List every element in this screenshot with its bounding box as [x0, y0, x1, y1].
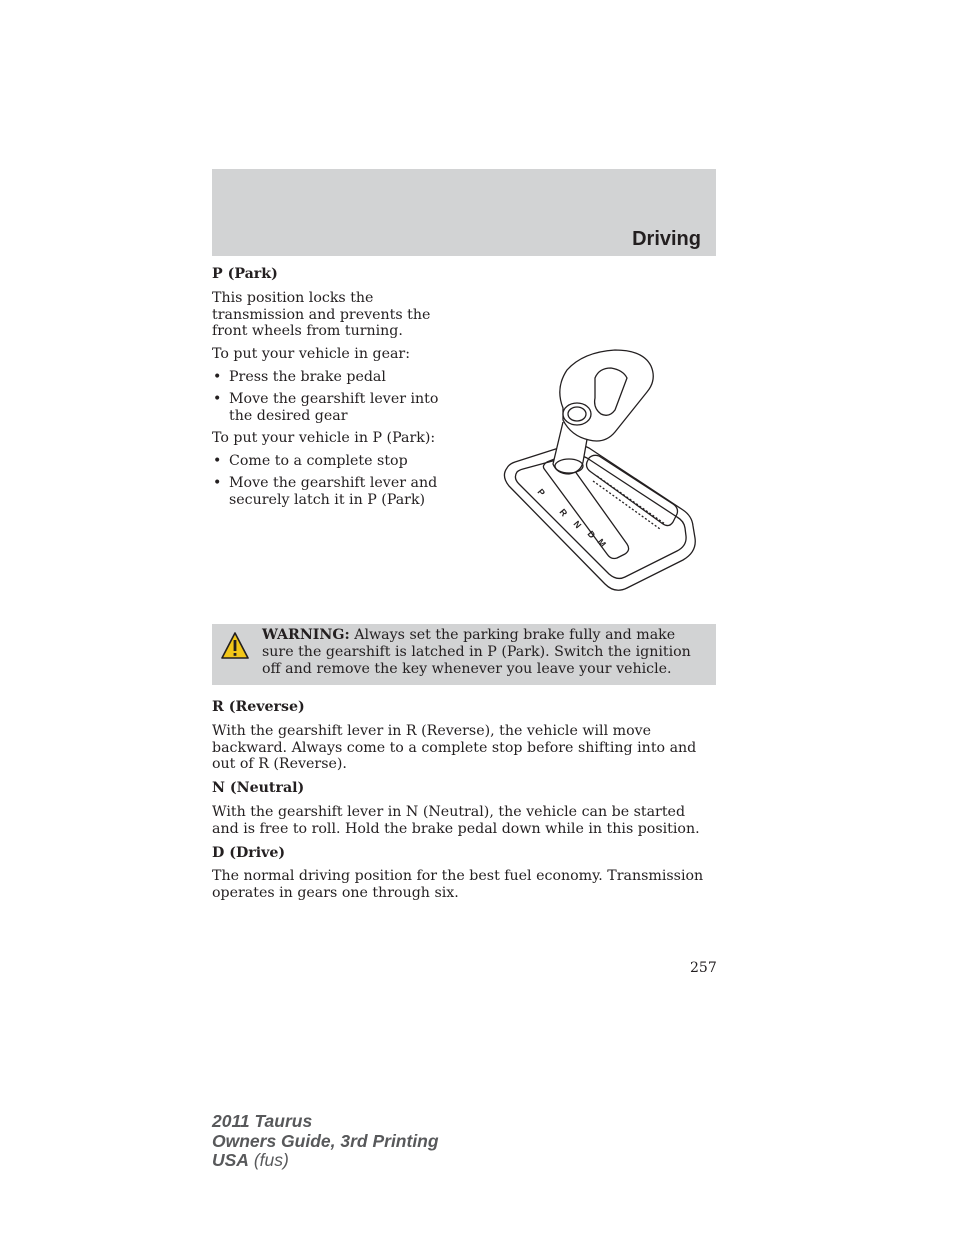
neutral-text: With the gearshift lever in N (Neutral), the vehicle can be started and is free to roll. Hold the brake pedal down while in this position. [212, 803, 700, 837]
park-intro: To put your vehicle in P (Park): [212, 430, 436, 447]
gear-letter-d: D [585, 528, 598, 541]
footer-guide: Owners Guide, 3rd Printing [212, 1130, 439, 1151]
list-item: • Press the brake pedal [212, 369, 462, 386]
park-steps-list [212, 453, 462, 508]
warning-label: WARNING: [262, 627, 350, 643]
gear-letter-p: P [535, 486, 547, 498]
page-number: 257 [690, 960, 717, 976]
park-description: This position locks the transmission and prevents the front wheels from turning. [212, 289, 431, 340]
footer-code: (fus) [253, 1150, 289, 1170]
footer-region: USA [212, 1150, 249, 1170]
section-header [212, 169, 716, 256]
reverse-heading: R (Reverse) [212, 699, 305, 715]
gear-intro: To put your vehicle in gear: [212, 346, 410, 363]
list-item: • Come to a complete stop [212, 453, 462, 470]
drive-heading: D (Drive) [212, 844, 286, 861]
list-item: • Move the gearshift lever into the desired gear [212, 391, 462, 425]
gear-descriptions [212, 699, 716, 909]
gear-steps-list [212, 369, 462, 424]
neutral-heading: N (Neutral) [212, 780, 305, 797]
footer-model: 2011 Taurus [212, 1111, 313, 1131]
list-item: • Move the gearshift lever and securely latch it in P (Park) [212, 475, 462, 509]
gear-letter-n: N [571, 518, 584, 531]
section-title: Driving [632, 228, 701, 250]
park-heading: P (Park) [212, 266, 278, 282]
warning-box [212, 624, 716, 685]
warning-triangle-icon [220, 631, 250, 661]
gear-letter-m: M [595, 536, 608, 550]
warning-text: Always set the parking brake fully and make sure the gearshift is latched in P (Park). Switch the ignition off and remove the key whenever you leave your vehicle. [262, 627, 691, 677]
drive-text: The normal driving position for the best fuel economy. Transmission operates in gears one through six. [212, 868, 704, 902]
gearshift-illustration [497, 348, 702, 596]
gear-letter-r: R [557, 506, 570, 519]
document-footer [212, 1112, 439, 1171]
reverse-text: With the gearshift lever in R (Reverse), the vehicle will move backward. Always come to a complete stop before shifting into and out of R (Reverse). [212, 722, 697, 773]
